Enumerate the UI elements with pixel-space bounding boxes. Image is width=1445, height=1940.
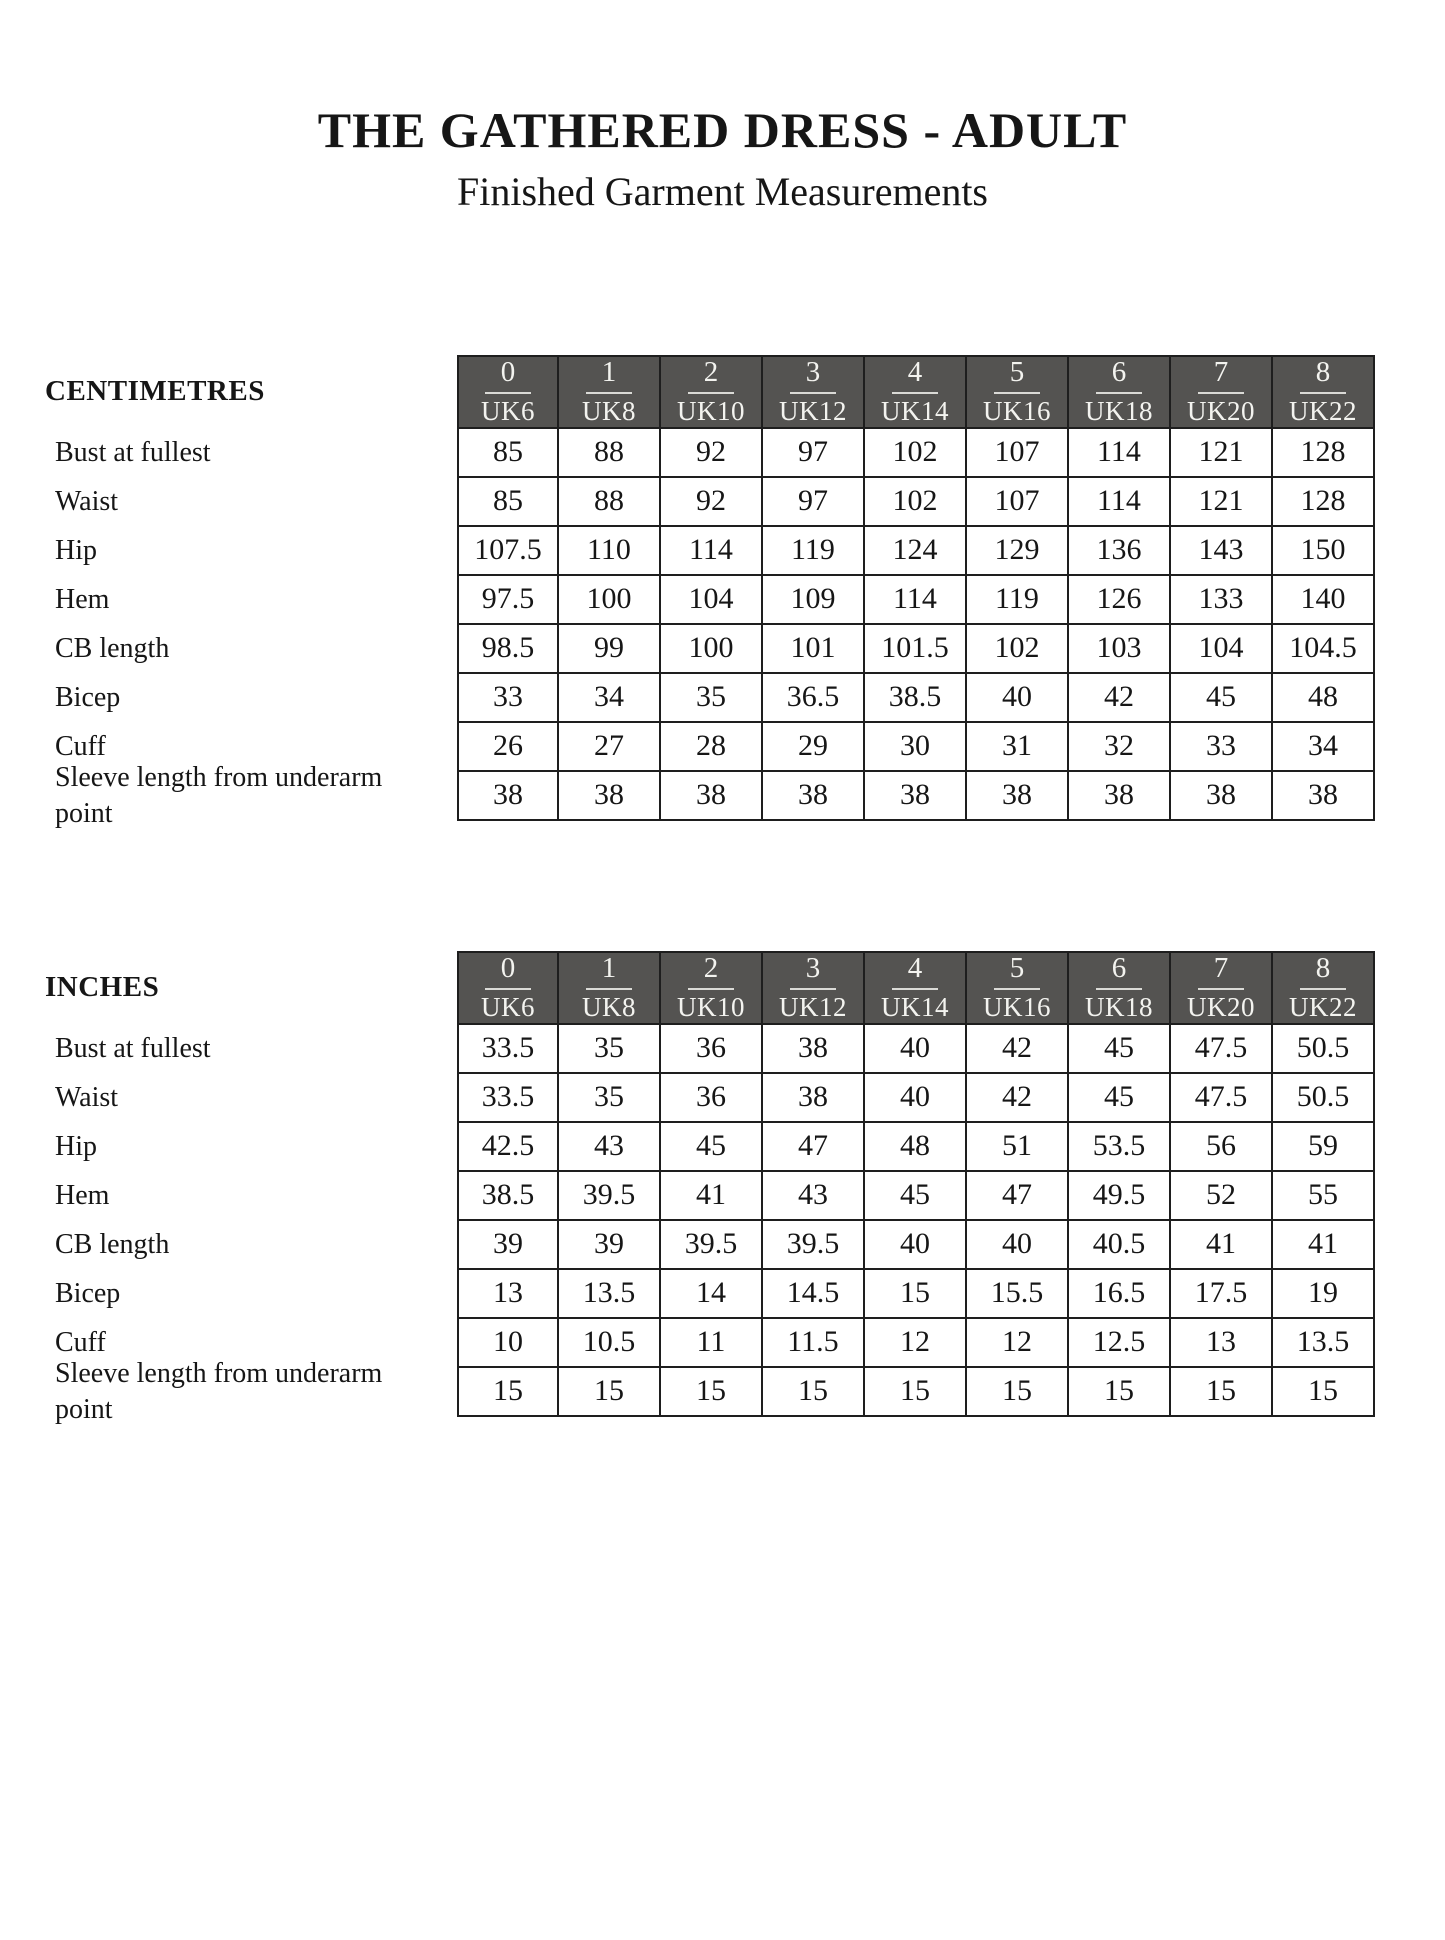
measurement-cell: 101.5 [865,625,967,674]
size-column-header [559,355,661,429]
uk-size-label: UK12 [779,396,847,426]
measurement-cell: 41 [1273,1221,1375,1270]
measurement-cell: 15 [1171,1368,1273,1417]
size-column-header [763,355,865,429]
measurement-cell: 33 [457,674,559,723]
measurement-cell: 97 [763,429,865,478]
measurement-cell: 45 [1069,1074,1171,1123]
size-number: 1 [586,358,633,394]
measurement-cell: 114 [865,576,967,625]
row-label: Bust at fullest [55,437,211,469]
uk-size-label: UK10 [677,396,745,426]
measurement-cell: 114 [661,527,763,576]
measurement-cell: 102 [865,429,967,478]
measurement-cell: 40 [865,1221,967,1270]
measurement-cell: 97.5 [457,576,559,625]
size-number: 5 [994,954,1041,990]
measurement-cell: 150 [1273,527,1375,576]
uk-size-label: UK8 [582,396,636,426]
measurement-cell: 104 [1171,625,1273,674]
centimetres-section [45,355,1445,829]
uk-size-label: UK16 [983,396,1051,426]
measurement-cell: 41 [1171,1221,1273,1270]
measurement-cell: 32 [1069,723,1171,772]
measurement-cell: 107.5 [457,527,559,576]
uk-size-label: UK6 [481,396,535,426]
measurement-cell: 36.5 [763,674,865,723]
measurement-cell: 42.5 [457,1123,559,1172]
measurement-cell: 101 [763,625,865,674]
tables-container [0,355,1445,1425]
measurement-cell: 34 [1273,723,1375,772]
measurement-cell: 10 [457,1319,559,1368]
measurement-cell: 59 [1273,1123,1375,1172]
measurement-cell: 102 [865,478,967,527]
measurement-cell: 99 [559,625,661,674]
measurement-table [45,355,1445,829]
measurement-cell: 38 [763,1074,865,1123]
measurement-cell: 126 [1069,576,1171,625]
measurement-cell: 39 [457,1221,559,1270]
size-column-header [1273,951,1375,1025]
measurement-cell: 39 [559,1221,661,1270]
measurement-cell: 45 [1171,674,1273,723]
measurement-cell: 15 [457,1368,559,1417]
measurement-cell: 103 [1069,625,1171,674]
measurement-cell: 128 [1273,478,1375,527]
uk-size-label: UK16 [983,992,1051,1022]
size-column-header [865,951,967,1025]
measurement-cell: 13 [1171,1319,1273,1368]
size-number: 8 [1300,954,1347,990]
measurement-cell: 40 [967,674,1069,723]
measurement-cell: 133 [1171,576,1273,625]
size-number: 0 [485,954,532,990]
measurement-cell: 33.5 [457,1025,559,1074]
measurement-cell: 88 [559,478,661,527]
size-number: 6 [1096,954,1143,990]
measurement-cell: 15 [865,1368,967,1417]
measurement-cell: 124 [865,527,967,576]
size-number: 2 [688,954,735,990]
measurement-cell: 109 [763,576,865,625]
measurement-cell: 14 [661,1270,763,1319]
measurement-cell: 42 [1069,674,1171,723]
measurement-cell: 143 [1171,527,1273,576]
measurement-cell: 107 [967,478,1069,527]
measurement-cell: 15 [1273,1368,1375,1417]
row-label: Bust at fullest [55,1033,211,1065]
measurement-cell: 39.5 [559,1172,661,1221]
uk-size-label: UK18 [1085,396,1153,426]
uk-size-label: UK20 [1187,396,1255,426]
measurement-cell: 100 [559,576,661,625]
row-label: CB length [55,633,170,665]
size-column-header [661,951,763,1025]
row-label: CB length [55,1229,170,1261]
size-column-header [1273,355,1375,429]
measurement-cell: 13.5 [1273,1319,1375,1368]
uk-size-label: UK18 [1085,992,1153,1022]
uk-size-label: UK22 [1289,396,1357,426]
measurement-cell: 15 [661,1368,763,1417]
size-column-header [1069,355,1171,429]
size-column-header [1171,951,1273,1025]
measurement-cell: 41 [661,1172,763,1221]
page-title: THE GATHERED DRESS - ADULT [317,102,1128,158]
measurement-cell: 48 [865,1123,967,1172]
measurement-cell: 88 [559,429,661,478]
measurement-cell: 12.5 [1069,1319,1171,1368]
measurement-cell: 38 [1069,772,1171,821]
measurement-table [45,951,1445,1425]
measurement-cell: 49.5 [1069,1172,1171,1221]
uk-size-label: UK20 [1187,992,1255,1022]
measurement-cell: 15 [559,1368,661,1417]
size-column-header [457,951,559,1025]
size-number: 2 [688,358,735,394]
measurement-cell: 114 [1069,429,1171,478]
measurement-cell: 56 [1171,1123,1273,1172]
size-column-header [865,355,967,429]
row-label: Hem [55,1180,110,1212]
page-subtitle: Finished Garment Measurements [457,168,988,214]
measurement-cell: 39.5 [661,1221,763,1270]
measurement-cell: 129 [967,527,1069,576]
row-label: Sleeve length from underarm point [55,762,383,829]
measurement-cell: 38.5 [865,674,967,723]
size-number: 6 [1096,358,1143,394]
measurement-cell: 50.5 [1273,1074,1375,1123]
measurement-cell: 16.5 [1069,1270,1171,1319]
measurement-cell: 33.5 [457,1074,559,1123]
measurement-cell: 119 [763,527,865,576]
measurement-cell: 110 [559,527,661,576]
measurement-cell: 38 [1273,772,1375,821]
measurement-cell: 28 [661,723,763,772]
measurement-cell: 12 [967,1319,1069,1368]
measurement-cell: 27 [559,723,661,772]
size-column-header [559,951,661,1025]
size-number: 3 [790,954,837,990]
size-number: 0 [485,358,532,394]
uk-size-label: UK12 [779,992,847,1022]
measurement-cell: 30 [865,723,967,772]
measurement-cell: 15 [967,1368,1069,1417]
measurement-cell: 121 [1171,429,1273,478]
measurement-cell: 48 [1273,674,1375,723]
measurement-cell: 13 [457,1270,559,1319]
measurement-cell: 14.5 [763,1270,865,1319]
uk-size-label: UK6 [481,992,535,1022]
measurement-cell: 38 [865,772,967,821]
measurement-cell: 43 [559,1123,661,1172]
measurement-cell: 38 [661,772,763,821]
measurement-cell: 36 [661,1074,763,1123]
document-header [0,104,1445,213]
measurement-cell: 98.5 [457,625,559,674]
measurement-cell: 52 [1171,1172,1273,1221]
measurement-cell: 92 [661,429,763,478]
measurement-cell: 36 [661,1025,763,1074]
measurement-cell: 15.5 [967,1270,1069,1319]
measurement-cell: 38 [763,772,865,821]
measurement-cell: 136 [1069,527,1171,576]
measurement-cell: 53.5 [1069,1123,1171,1172]
measurement-cell: 10.5 [559,1319,661,1368]
measurement-cell: 12 [865,1319,967,1368]
row-label: Waist [55,486,119,518]
size-number: 5 [994,358,1041,394]
inches-section [45,951,1445,1425]
measurement-cell: 11 [661,1319,763,1368]
measurement-cell: 35 [559,1074,661,1123]
measurement-cell: 13.5 [559,1270,661,1319]
row-label: Sleeve length from underarm point [55,1358,383,1425]
measurement-cell: 140 [1273,576,1375,625]
row-label: Waist [55,1082,119,1114]
measurement-cell: 38 [763,1025,865,1074]
measurement-cell: 39.5 [763,1221,865,1270]
measurement-cell: 47 [763,1123,865,1172]
measurement-cell: 15 [1069,1368,1171,1417]
measurement-cell: 47.5 [1171,1025,1273,1074]
uk-size-label: UK14 [881,992,949,1022]
size-column-header [661,355,763,429]
measurement-cell: 50.5 [1273,1025,1375,1074]
measurement-cell: 104.5 [1273,625,1375,674]
row-label: Hip [55,1131,97,1163]
measurement-cell: 38 [1171,772,1273,821]
measurement-cell: 31 [967,723,1069,772]
size-column-header [1069,951,1171,1025]
uk-size-label: UK10 [677,992,745,1022]
row-label: Bicep [55,682,121,714]
measurement-cell: 43 [763,1172,865,1221]
measurement-cell: 55 [1273,1172,1375,1221]
measurement-cell: 85 [457,478,559,527]
measurement-cell: 35 [661,674,763,723]
measurement-cell: 38 [457,772,559,821]
size-column-header [967,951,1069,1025]
measurement-cell: 114 [1069,478,1171,527]
measurement-cell: 17.5 [1171,1270,1273,1319]
measurement-cell: 85 [457,429,559,478]
measurement-cell: 45 [865,1172,967,1221]
measurement-cell: 104 [661,576,763,625]
size-column-header [457,355,559,429]
measurement-cell: 42 [967,1074,1069,1123]
measurement-cell: 42 [967,1025,1069,1074]
uk-size-label: UK8 [582,992,636,1022]
size-number: 7 [1198,358,1245,394]
size-number: 8 [1300,358,1347,394]
measurement-cell: 121 [1171,478,1273,527]
measurement-cell: 33 [1171,723,1273,772]
measurement-cell: 47.5 [1171,1074,1273,1123]
measurement-cell: 45 [1069,1025,1171,1074]
row-label: Hip [55,535,97,567]
unit-label: INCHES [45,971,160,1003]
size-column-header [1171,355,1273,429]
size-number: 7 [1198,954,1245,990]
measurement-cell: 102 [967,625,1069,674]
size-column-header [763,951,865,1025]
measurement-cell: 45 [661,1123,763,1172]
measurement-cell: 34 [559,674,661,723]
uk-size-label: UK14 [881,396,949,426]
measurement-cell: 35 [559,1025,661,1074]
row-label: Cuff [55,731,106,763]
size-column-header [967,355,1069,429]
measurement-cell: 40.5 [1069,1221,1171,1270]
size-number: 4 [892,954,939,990]
measurement-cell: 26 [457,723,559,772]
measurement-cell: 15 [865,1270,967,1319]
measurement-cell: 19 [1273,1270,1375,1319]
measurement-cell: 47 [967,1172,1069,1221]
measurement-cell: 29 [763,723,865,772]
measurement-cell: 40 [865,1074,967,1123]
size-number: 1 [586,954,633,990]
measurement-cell: 40 [967,1221,1069,1270]
measurement-cell: 38 [967,772,1069,821]
measurement-cell: 40 [865,1025,967,1074]
measurement-cell: 119 [967,576,1069,625]
measurement-cell: 100 [661,625,763,674]
size-number: 4 [892,358,939,394]
unit-label: CENTIMETRES [45,375,265,407]
uk-size-label: UK22 [1289,992,1357,1022]
measurement-cell: 97 [763,478,865,527]
measurement-cell: 51 [967,1123,1069,1172]
measurement-cell: 107 [967,429,1069,478]
measurement-cell: 38.5 [457,1172,559,1221]
measurement-cell: 15 [763,1368,865,1417]
measurement-cell: 128 [1273,429,1375,478]
measurement-cell: 11.5 [763,1319,865,1368]
row-label: Bicep [55,1278,121,1310]
size-number: 3 [790,358,837,394]
measurement-cell: 92 [661,478,763,527]
measurement-cell: 38 [559,772,661,821]
row-label: Hem [55,584,110,616]
row-label: Cuff [55,1327,106,1359]
